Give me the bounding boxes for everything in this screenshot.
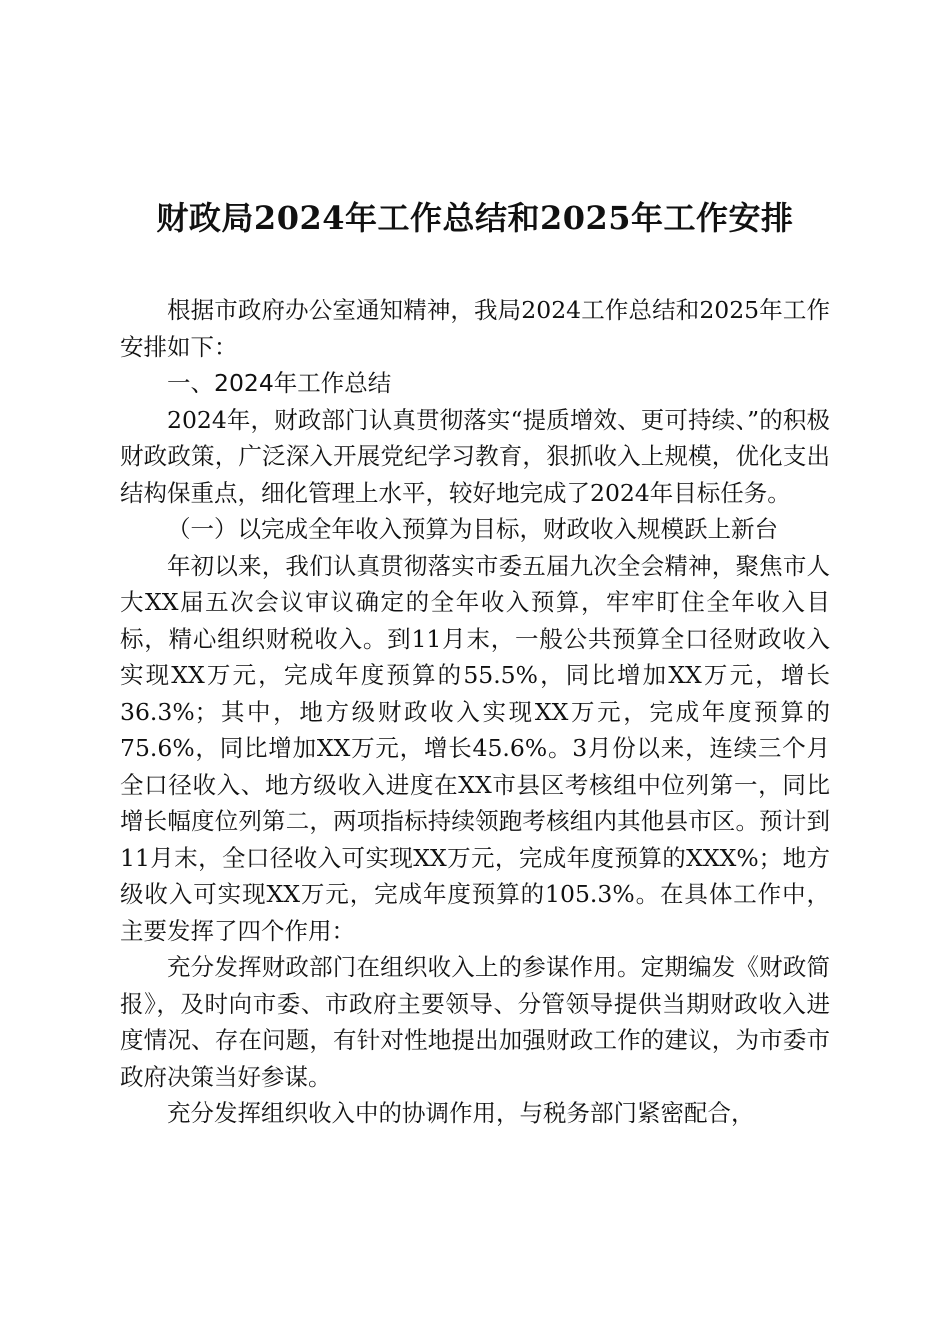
section-heading-summary: 一、2024年工作总结 bbox=[167, 369, 392, 397]
advisory-role-paragraph: 充分发挥财政部门在组织收入上的参谋作用。定期编发《财政简报》，及时向市委、市政府主要领导、分管领导提供当期财政收入进度情况、存在问题，有针对性地提出加强财政工作的建议，为市委市政府决策当好参谋。 bbox=[120, 953, 830, 1091]
coordination-role-paragraph: 充分发挥组织收入中的协调作用，与税务部门紧密配合， bbox=[167, 1099, 755, 1127]
revenue-paragraph: 年初以来，我们认真贯彻落实市委五届九次全会精神，聚焦市人大XX届五次会议审议确定的全年收入预算，牢牢盯住全年收入目标，精心组织财税收入。到11月末，一般公共预算全口径财政收入实现XX万元，完成年度预算的55.5%，同比增加XX万元，增长36.3%；其中，地方级财政收入实现XX万元，完成年度预算的75.6%，同比增加XX万元，增长45.6%。3月份以来，连续三个月全口径收入、地方级收入进度在XX市县区考核组中位列第一，同比增长幅度位列第二，两项指标持续领跑考核组内其他县市区。预计到11月末，全口径收入可实现XX万元，完成年度预算的XXX%；地方级收入可实现XX万元，完成年度预算的105.3%。在具体工作中，主要发挥了四个作用： bbox=[120, 551, 830, 945]
document-title: 财政局2024年工作总结和2025年工作安排 bbox=[156, 199, 794, 237]
summary-paragraph: 2024年，财政部门认真贯彻落实“提质增效、更可持续、”的积极财政政策，广泛深入开展党纪学习教育，狠抓收入上规模，优化支出结构保重点，细化管理上水平，较好地完成了2024年目标任务。 bbox=[120, 405, 830, 507]
sub-heading-revenue: （一）以完成全年收入预算为目标，财政收入规模跃上新台 bbox=[167, 515, 778, 543]
intro-paragraph: 根据市政府办公室通知精神，我局2024工作总结和2025年工作安排如下： bbox=[120, 296, 830, 361]
document-body bbox=[120, 292, 830, 1132]
